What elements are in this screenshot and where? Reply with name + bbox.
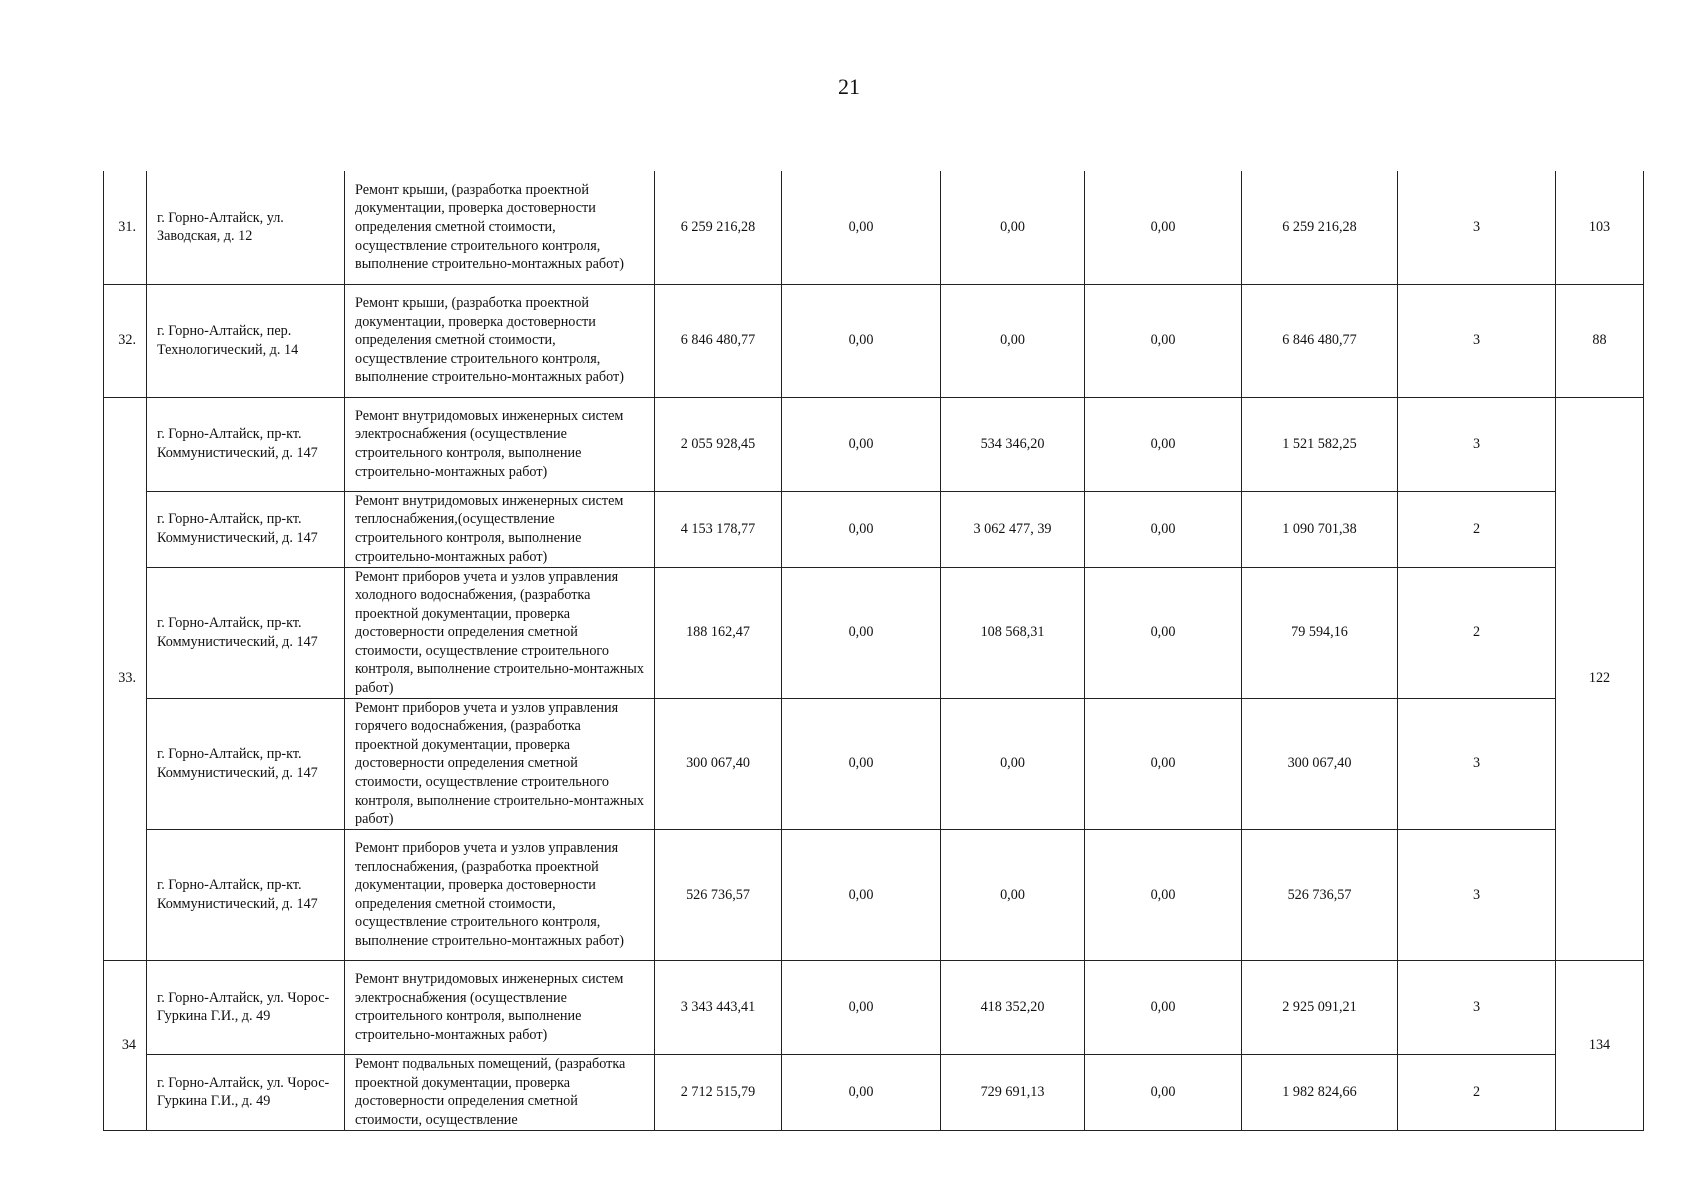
work-description-cell: Ремонт внутридомовых инженерных систем теплоснабжения,(осуществление строительного контроля, выполнение строительно-монтажных работ) <box>345 491 655 567</box>
amount-cell: 418 352,20 <box>941 960 1085 1054</box>
count-cell: 3 <box>1398 284 1556 397</box>
count-cell: 2 <box>1398 491 1556 567</box>
amount-cell: 6 259 216,28 <box>655 171 782 284</box>
amount-cell: 0,00 <box>941 829 1085 960</box>
count-cell: 3 <box>1398 397 1556 491</box>
address-cell: г. Горно-Алтайск, пр-кт. Коммунистический, д. 147 <box>147 491 345 567</box>
amount-cell: 6 259 216,28 <box>1242 171 1398 284</box>
amount-cell: 0,00 <box>782 960 941 1054</box>
amount-cell: 300 067,40 <box>655 698 782 829</box>
total-cell: 122 <box>1556 397 1644 960</box>
amount-cell: 0,00 <box>1085 171 1242 284</box>
amount-cell: 300 067,40 <box>1242 698 1398 829</box>
amount-cell: 0,00 <box>1085 284 1242 397</box>
address-cell: г. Горно-Алтайск, пр-кт. Коммунистический, д. 147 <box>147 829 345 960</box>
amount-cell: 0,00 <box>1085 567 1242 698</box>
amount-cell: 6 846 480,77 <box>655 284 782 397</box>
amount-cell: 0,00 <box>782 491 941 567</box>
amount-cell: 0,00 <box>782 1054 941 1130</box>
amount-cell: 108 568,31 <box>941 567 1085 698</box>
table-row <box>104 829 1644 960</box>
amount-cell: 0,00 <box>782 171 941 284</box>
amount-cell: 3 343 443,41 <box>655 960 782 1054</box>
work-description-cell: Ремонт крыши, (разработка проектной документации, проверка достоверности определения сметной стоимости, осуществление строительного контроля, выполнение строительно-монтажных работ) <box>345 284 655 397</box>
work-description-cell: Ремонт внутридомовых инженерных систем электроснабжения (осуществление строительного контроля, выполнение строительно-монтажных работ) <box>345 397 655 491</box>
amount-cell: 0,00 <box>941 698 1085 829</box>
amount-cell: 79 594,16 <box>1242 567 1398 698</box>
amount-cell: 0,00 <box>1085 960 1242 1054</box>
amount-cell: 0,00 <box>782 698 941 829</box>
table-row <box>104 698 1644 829</box>
amount-cell: 0,00 <box>941 284 1085 397</box>
amount-cell: 0,00 <box>782 567 941 698</box>
amount-cell: 2 055 928,45 <box>655 397 782 491</box>
work-description-cell: Ремонт приборов учета и узлов управления холодного водоснабжения, (разработка проектной документации, проверка достоверности определения сметной стоимости, осуществление строительного контроля, выполнение строительно-монтажных работ) <box>345 567 655 698</box>
amount-cell: 4 153 178,77 <box>655 491 782 567</box>
amount-cell: 0,00 <box>941 171 1085 284</box>
address-cell: г. Горно-Алтайск, пр-кт. Коммунистический, д. 147 <box>147 567 345 698</box>
address-cell: г. Горно-Алтайск, пер. Технологический, д. 14 <box>147 284 345 397</box>
count-cell: 3 <box>1398 171 1556 284</box>
amount-cell: 0,00 <box>1085 397 1242 491</box>
total-cell: 88 <box>1556 284 1644 397</box>
address-cell: г. Горно-Алтайск, ул. Чорос-Гуркина Г.И., д. 49 <box>147 1054 345 1130</box>
row-number: 34 <box>104 960 147 1130</box>
amount-cell: 534 346,20 <box>941 397 1085 491</box>
row-number: 31. <box>104 171 147 284</box>
amount-cell: 188 162,47 <box>655 567 782 698</box>
work-description-cell: Ремонт приборов учета и узлов управления теплоснабжения, (разработка проектной документации, проверка достоверности определения сметной стоимости, осуществление строительного контроля, выполнение строительно-монтажных работ) <box>345 829 655 960</box>
amount-cell: 0,00 <box>1085 491 1242 567</box>
row-number: 32. <box>104 284 147 397</box>
amount-cell: 3 062 477, 39 <box>941 491 1085 567</box>
address-cell: г. Горно-Алтайск, пр-кт. Коммунистический, д. 147 <box>147 698 345 829</box>
work-description-cell: Ремонт приборов учета и узлов управления горячего водоснабжения, (разработка проектной документации, проверка достоверности определения сметной стоимости, осуществление строительного контроля, выполнение строительно-монтажных работ) <box>345 698 655 829</box>
address-cell: г. Горно-Алтайск, пр-кт. Коммунистический, д. 147 <box>147 397 345 491</box>
total-cell: 103 <box>1556 171 1644 284</box>
count-cell: 2 <box>1398 1054 1556 1130</box>
amount-cell: 0,00 <box>782 397 941 491</box>
row-number: 33. <box>104 397 147 960</box>
amount-cell: 0,00 <box>1085 1054 1242 1130</box>
amount-cell: 0,00 <box>782 829 941 960</box>
work-description-cell: Ремонт подвальных помещений, (разработка проектной документации, проверка достоверности определения сметной стоимости, осуществление <box>345 1054 655 1130</box>
table-row <box>104 960 1644 1054</box>
amount-cell: 1 982 824,66 <box>1242 1054 1398 1130</box>
amount-cell: 526 736,57 <box>1242 829 1398 960</box>
table-row <box>104 171 1644 284</box>
amount-cell: 526 736,57 <box>655 829 782 960</box>
work-description-cell: Ремонт крыши, (разработка проектной документации, проверка достоверности определения сметной стоимости, осуществление строительного контроля, выполнение строительно-монтажных работ) <box>345 171 655 284</box>
table-row <box>104 1054 1644 1130</box>
works-table <box>103 171 1644 1131</box>
amount-cell: 1 521 582,25 <box>1242 397 1398 491</box>
amount-cell: 729 691,13 <box>941 1054 1085 1130</box>
amount-cell: 0,00 <box>782 284 941 397</box>
count-cell: 3 <box>1398 960 1556 1054</box>
amount-cell: 6 846 480,77 <box>1242 284 1398 397</box>
address-cell: г. Горно-Алтайск, ул. Заводская, д. 12 <box>147 171 345 284</box>
table-row <box>104 284 1644 397</box>
table-row <box>104 567 1644 698</box>
amount-cell: 2 712 515,79 <box>655 1054 782 1130</box>
page-number: 21 <box>838 74 860 99</box>
work-description-cell: Ремонт внутридомовых инженерных систем электроснабжения (осуществление строительного контроля, выполнение строительно-монтажных работ) <box>345 960 655 1054</box>
count-cell: 3 <box>1398 829 1556 960</box>
address-cell: г. Горно-Алтайск, ул. Чорос-Гуркина Г.И., д. 49 <box>147 960 345 1054</box>
table-row <box>104 397 1644 491</box>
count-cell: 3 <box>1398 698 1556 829</box>
count-cell: 2 <box>1398 567 1556 698</box>
amount-cell: 1 090 701,38 <box>1242 491 1398 567</box>
total-cell: 134 <box>1556 960 1644 1130</box>
table-row <box>104 491 1644 567</box>
amount-cell: 0,00 <box>1085 698 1242 829</box>
amount-cell: 0,00 <box>1085 829 1242 960</box>
amount-cell: 2 925 091,21 <box>1242 960 1398 1054</box>
